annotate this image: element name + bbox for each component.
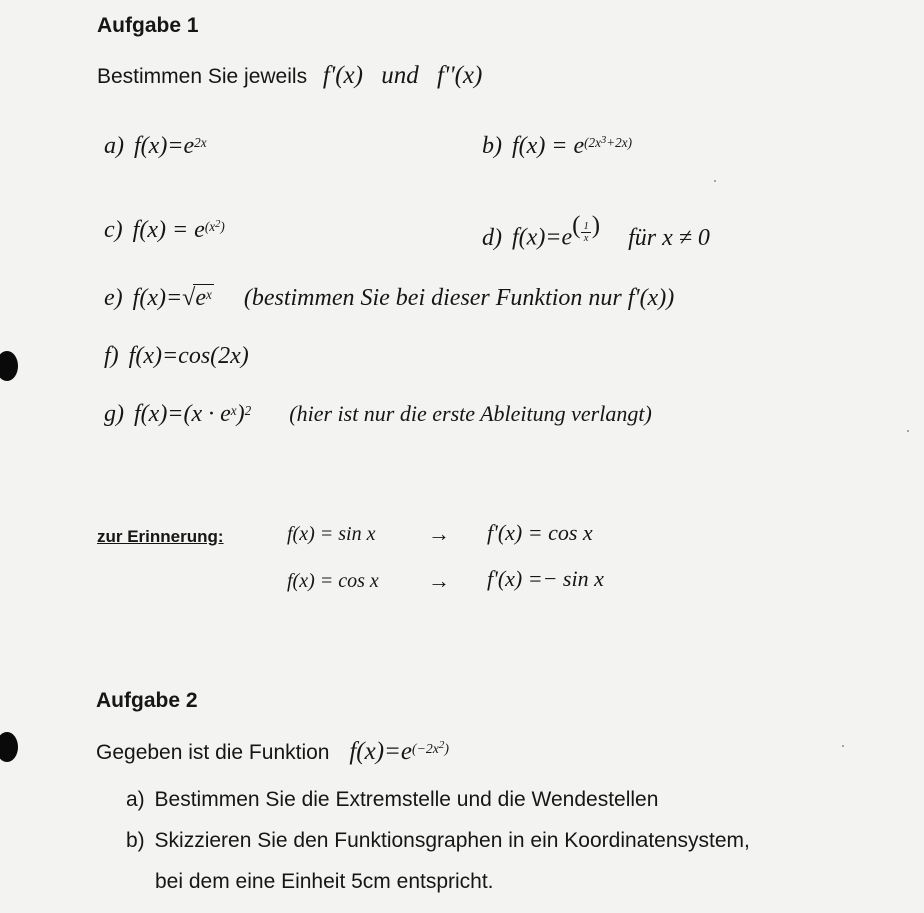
item-g-note: (hier ist nur die erste Ableitung verlangt) (289, 401, 652, 426)
task2-title: Aufgabe 2 (96, 689, 198, 712)
item-d-label: d) (482, 224, 502, 251)
task1-instruction (97, 62, 482, 90)
punch-hole-bottom (0, 732, 18, 762)
item-f-label: f) (104, 343, 119, 369)
scan-speck (907, 430, 909, 432)
task2-function (349, 738, 449, 765)
item-f-lhs: f(x)=cos(2x) (128, 343, 249, 369)
item-c (104, 217, 225, 244)
item-b-label: b) (482, 133, 502, 159)
item-b-exponent (584, 135, 632, 150)
item-e (104, 285, 674, 312)
item-g (104, 401, 652, 428)
task2-item-b-continuation: bei dem eine Einheit 5cm entspricht. (155, 870, 494, 893)
item-c-exp-a: (x (204, 219, 216, 235)
item-a-label: a) (104, 133, 124, 159)
item-c-exp-sup: 2 (215, 218, 221, 230)
task2-item-a-label: a) (126, 788, 145, 811)
item-d-lhs: f(x)=e (512, 224, 573, 251)
item-f (104, 343, 249, 370)
task2-func-exp-sup: 2 (438, 739, 445, 752)
task2-item-b (126, 829, 750, 853)
item-e-note: (bestimmen Sie bei dieser Funktion nur f'(x)) (243, 285, 675, 311)
task1-title: Aufgabe 1 (97, 14, 199, 37)
reminder-label: zur Erinnerung: (97, 527, 224, 546)
task1-instruction-math: f'(x) und f''(x) (322, 62, 483, 89)
item-c-exponent (205, 219, 225, 234)
item-d-fraction (581, 221, 590, 244)
item-d (482, 212, 710, 252)
item-d-frac-num: 1 (583, 220, 589, 232)
task2-func-lhs: f(x)=e (349, 738, 412, 765)
item-g-lhs: f(x)=(x · e (134, 401, 231, 427)
reminder-row-1-arrow: → (428, 521, 450, 546)
item-e-label: e) (104, 285, 123, 311)
item-d-frac-den: x (583, 232, 589, 244)
task2-func-exp-b: ) (444, 740, 449, 756)
reminder-row-1-f: f(x) = sin x (287, 523, 376, 545)
item-d-paren-close: ) (591, 212, 601, 239)
item-c-lhs: f(x) = e (132, 217, 205, 243)
item-c-exp-b: ) (220, 219, 225, 235)
task2-intro (96, 738, 449, 766)
item-c-label: c) (104, 217, 123, 243)
task2-item-b-text: Skizzieren Sie den Funktionsgraphen in ein Koordinatensystem, (154, 829, 750, 852)
item-d-exponent (572, 212, 601, 244)
reminder-row-2-arrow: → (428, 568, 450, 593)
item-e-radicand-exp: x (205, 287, 212, 303)
item-a-lhs: f(x)=e (134, 133, 195, 159)
item-g-label: g) (104, 401, 124, 427)
reminder-row-2-f: f(x) = cos x (287, 570, 379, 592)
item-a-exponent: 2x (194, 135, 207, 151)
task2-item-b-label: b) (126, 829, 145, 852)
item-g-close: ) (236, 401, 245, 427)
item-g-outer-exp: 2 (244, 403, 252, 419)
item-b-exp-a: (2x (584, 135, 601, 151)
task2-func-exp-a: (−2x (412, 740, 439, 756)
item-b (482, 133, 632, 160)
task1-instruction-text: Bestimmen Sie jeweils (97, 65, 308, 88)
task2-func-exponent (412, 741, 449, 756)
item-e-radicand (193, 284, 214, 311)
item-a (104, 133, 207, 160)
item-d-condition: für x ≠ 0 (628, 224, 710, 251)
item-d-paren-open: ( (572, 212, 581, 239)
item-e-radicand-base: e (195, 285, 206, 311)
scan-speck (714, 180, 716, 182)
punch-hole-top (0, 351, 18, 381)
item-b-lhs: f(x) = e (512, 133, 585, 159)
task2-item-a-text: Bestimmen Sie die Extremstelle und die Wendestellen (154, 788, 659, 811)
item-b-exp-sup: 3 (601, 134, 607, 146)
item-e-lhs: f(x)=√ (132, 285, 196, 311)
item-b-exp-b: +2x) (606, 135, 633, 151)
reminder-row-1-fprime: f'(x) = cos x (487, 520, 593, 545)
item-g-inner-exp: x (230, 403, 237, 419)
scan-speck (842, 745, 844, 747)
reminder-row-2-fprime: f'(x) =− sin x (487, 566, 604, 591)
task2-intro-text: Gegeben ist die Funktion (96, 741, 330, 764)
task2-item-a (126, 788, 658, 812)
